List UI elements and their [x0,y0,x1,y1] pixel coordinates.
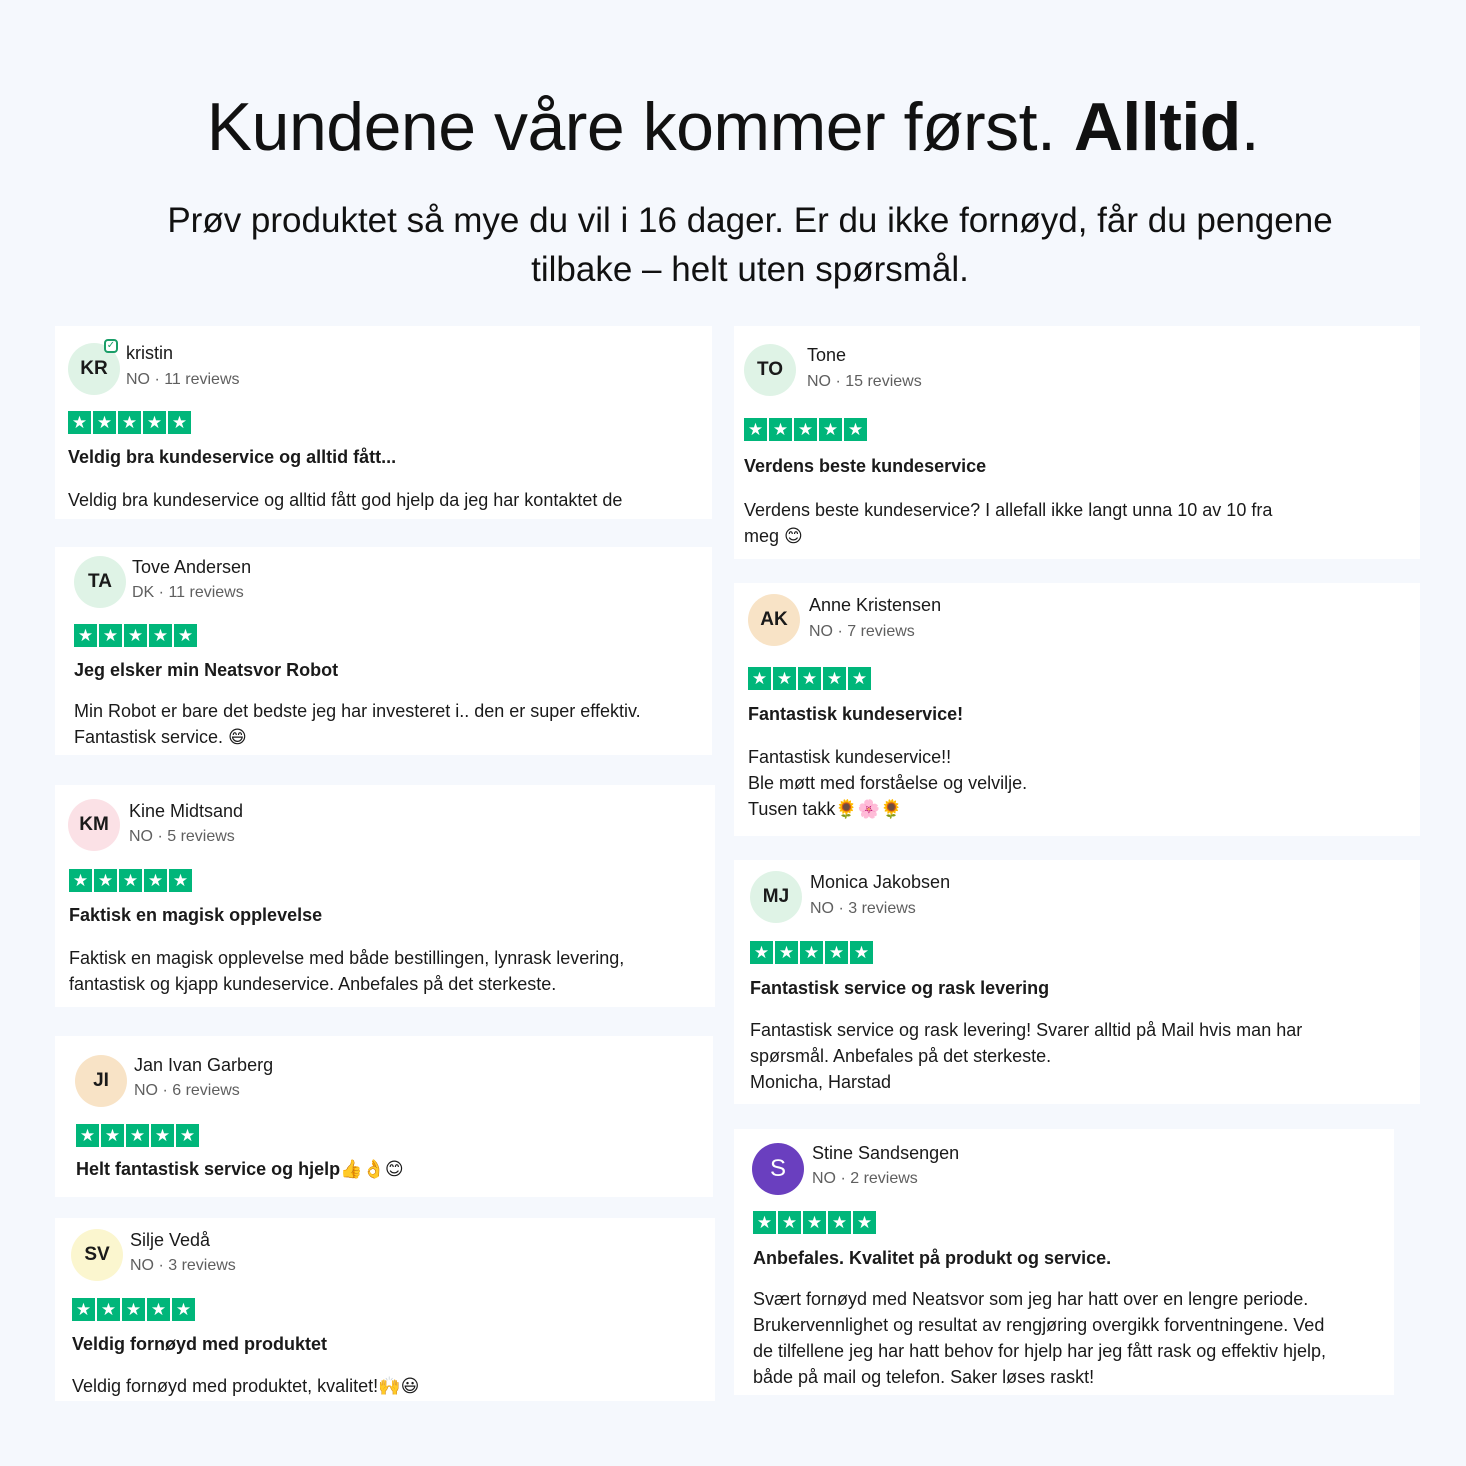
star-icon: ★ [169,869,192,892]
review-title: Anbefales. Kvalitet på produkt og service. [753,1248,1112,1268]
star-icon: ★ [76,1124,99,1147]
star-rating [74,624,197,647]
avatar [744,344,796,396]
review-card [55,785,715,1007]
star-icon: ★ [769,418,792,441]
avatar [750,871,802,923]
star-icon: ★ [848,667,871,690]
review-title: Helt fantastisk service og hjelp👍👌😊 [76,1159,404,1179]
reviewer-name: Kine Midtsand [129,801,244,821]
star-icon: ★ [844,418,867,441]
review-card [55,1036,713,1197]
review-card [734,326,1420,559]
star-icon: ★ [750,941,773,964]
star-rating [68,411,191,434]
page-subtitle: Prøv produktet så mye du vil i 16 dager. Er du ikke fornøyd, får du pengene tilbake – helt uten spørsmål. [167,201,1333,289]
star-icon: ★ [147,1298,170,1321]
star-icon: ★ [778,1211,801,1234]
review-title: Fantastisk kundeservice! [748,704,964,724]
reviewer-meta: NO · 7 reviews [809,623,915,640]
star-rating [750,941,873,964]
reviewer-meta: NO · 6 reviews [134,1082,240,1099]
star-icon: ★ [773,667,796,690]
review-card [734,860,1420,1104]
star-icon: ★ [149,624,172,647]
review-body: Faktisk en magisk opplevelse med både bestillingen, lynrask levering, fantastisk og kjapp kundeservice. Anbefales på det sterkeste. [69,948,625,994]
reviewer-meta: NO · 3 reviews [810,900,916,917]
review-body: Veldig fornøyd med produktet, kvalitet!🙌😃 [72,1376,420,1396]
star-rating [753,1211,876,1234]
review-body: Veldig bra kundeservice og alltid fått god hjelp da jeg har kontaktet de [68,490,623,510]
star-icon: ★ [118,411,141,434]
avatar-initials: KM [79,814,109,835]
reviewer-name: Anne Kristensen [809,595,942,615]
star-icon: ★ [748,667,771,690]
star-icon: ★ [176,1124,199,1147]
star-icon: ★ [124,624,147,647]
title-regular: Kundene våre kommer først. [206,89,1074,165]
review-body: Min Robot er bare det bedste jeg har investeret i.. den er super effektiv. Fantastisk service. 😄 [74,701,641,747]
review-title: Veldig bra kundeservice og alltid fått... [68,447,397,467]
star-icon: ★ [174,624,197,647]
review-body: Fantastisk service og rask levering! Svarer alltid på Mail hvis man har spørsmål. Anbefales på det sterkeste. Monicha, Harstad [750,1020,1303,1092]
page-title [0,88,1466,166]
reviewer-name: Monica Jakobsen [810,872,951,892]
avatar-initials: AK [760,609,788,630]
star-icon: ★ [94,869,117,892]
star-icon: ★ [74,624,97,647]
review-card [734,583,1420,836]
star-icon: ★ [122,1298,145,1321]
avatar [748,594,800,646]
star-icon: ★ [823,667,846,690]
reviewer-meta: NO · 15 reviews [807,373,922,390]
star-icon: ★ [803,1211,826,1234]
reviewer-name: kristin [126,343,174,363]
star-icon: ★ [168,411,191,434]
star-icon: ★ [775,941,798,964]
review-card [55,1218,715,1401]
star-icon: ★ [744,418,767,441]
review-title: Faktisk en magisk opplevelse [69,905,323,925]
reviewer-name: Tone [807,345,847,365]
star-icon: ★ [97,1298,120,1321]
star-icon: ★ [850,941,873,964]
verified-icon: ✓ [104,339,118,353]
star-rating [744,418,867,441]
star-icon: ★ [798,667,821,690]
title-bold: Alltid [1073,89,1241,165]
avatar-initials: MJ [762,886,790,907]
star-icon: ★ [800,941,823,964]
reviewer-meta: NO · 5 reviews [129,828,235,845]
review-title: Verdens beste kundeservice [744,456,987,476]
star-icon: ★ [819,418,842,441]
star-icon: ★ [172,1298,195,1321]
review-card [55,326,712,519]
reviewer-name: Silje Vedå [130,1230,211,1250]
star-icon: ★ [151,1124,174,1147]
title-end: . [1240,89,1260,165]
star-icon: ★ [72,1298,95,1321]
avatar-initials: TO [756,359,784,380]
review-body: Svært fornøyd med Neatsvor som jeg har hatt over en lengre periode. Brukervennlighet og resultat av rengjøring overgikk forventningene. Ved de tilfellene jeg har hatt behov for hjelp har jeg fått rask og effektiv hjelp, både på mail og telefon. Saker løses raskt! [753,1289,1327,1387]
star-icon: ★ [101,1124,124,1147]
star-icon: ★ [794,418,817,441]
reviewer-meta: NO · 3 reviews [130,1257,236,1274]
avatar [752,1143,804,1195]
star-rating [748,667,871,690]
reviewer-name: Tove Andersen [132,557,252,577]
avatar-initials: TA [88,571,112,592]
avatar-initials: KR [80,358,108,379]
star-icon: ★ [99,624,122,647]
star-icon: ★ [825,941,848,964]
avatar [68,340,120,395]
reviewer-meta: DK · 11 reviews [132,584,244,601]
review-title: Fantastisk service og rask levering [750,978,1050,998]
star-icon: ★ [753,1211,776,1234]
star-icon: ★ [119,869,142,892]
avatar [75,1055,127,1107]
star-icon: ★ [143,411,166,434]
star-icon: ★ [144,869,167,892]
star-icon: ★ [69,869,92,892]
avatar-initials: SV [84,1244,110,1265]
star-icon: ★ [828,1211,851,1234]
review-title: Veldig fornøyd med produktet [72,1334,328,1354]
star-icon: ★ [853,1211,876,1234]
star-icon: ★ [93,411,116,434]
star-rating [72,1298,195,1321]
review-body: Verdens beste kundeservice? I allefall ikke langt unna 10 av 10 fra meg 😊 [744,500,1273,546]
reviewer-name: Jan Ivan Garberg [134,1055,274,1075]
review-title: Jeg elsker min Neatsvor Robot [74,660,339,680]
avatar-initials: S [769,1155,786,1182]
review-card [734,1129,1394,1395]
reviewer-meta: NO · 2 reviews [812,1170,918,1187]
avatar [74,556,126,608]
star-icon: ★ [126,1124,149,1147]
star-rating [76,1124,199,1147]
avatar [71,1229,123,1281]
avatar [68,799,120,851]
star-icon: ★ [68,411,91,434]
review-body: Fantastisk kundeservice!! Ble møtt med forståelse og velvilje. Tusen takk🌻🌸🌻 [748,747,1028,819]
star-rating [69,869,192,892]
avatar-initials: JI [93,1070,109,1091]
reviewer-meta: NO · 11 reviews [126,371,240,388]
reviewer-name: Stine Sandsengen [812,1143,960,1163]
review-card [55,547,712,755]
